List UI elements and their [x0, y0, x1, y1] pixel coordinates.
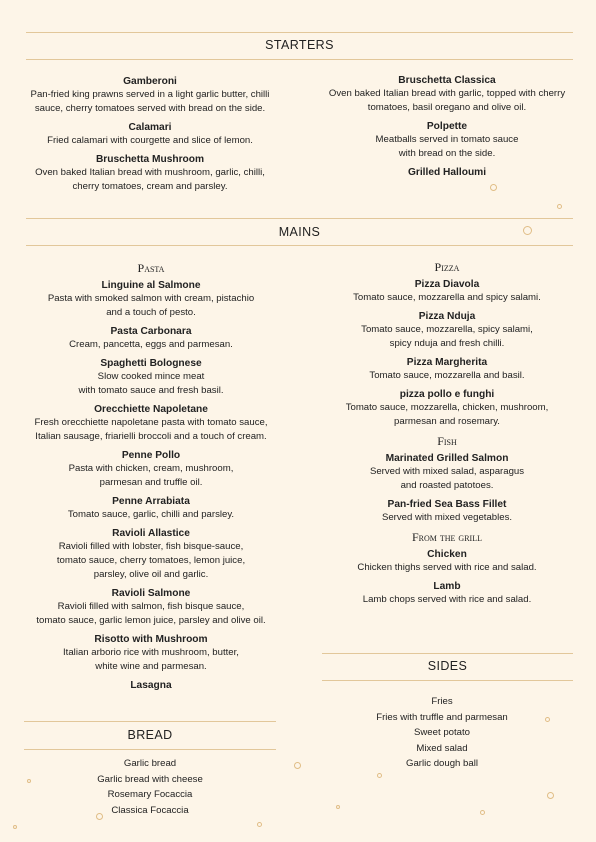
- decorative-circle: [257, 822, 262, 827]
- grill-items: [320, 548, 574, 607]
- dish-name: Pizza Diavola: [414, 279, 480, 290]
- pasta-item: [24, 495, 278, 522]
- pasta-items: [24, 279, 278, 692]
- dish-name: Bruschetta Classica: [398, 75, 496, 86]
- dish-name: Linguine al Salmone: [101, 280, 201, 291]
- grill-item: [320, 548, 574, 575]
- decorative-circle: [13, 825, 17, 829]
- pasta-item: [24, 279, 278, 320]
- dish-description: Fresh orecchiette napoletane pasta with tomato sauce, Italian sausage, friarielli broccoli and a touch of cream.: [34, 417, 268, 442]
- dish-description: Ravioli filled with lobster, fish bisque-sauce, tomato sauce, cherry tomatoes, lemon juice, parsley, olive oil and garlic.: [56, 541, 246, 580]
- decorative-circle: [547, 792, 554, 799]
- dish-name: Penne Pollo: [121, 450, 181, 461]
- mains-rule-top: [26, 218, 573, 219]
- decorative-circle: [294, 762, 301, 769]
- dish-name: Grilled Halloumi: [407, 167, 487, 178]
- dish-description: Tomato sauce, garlic, chilli and parsley.: [67, 509, 235, 520]
- mains-title: MAINS: [278, 225, 321, 239]
- dish-name: Risotto with Mushroom: [94, 634, 208, 645]
- fish-item: [320, 498, 574, 525]
- starters-right-column: [320, 74, 574, 184]
- dish-name: Polpette: [426, 121, 468, 132]
- dish-description: Meatballs served in tomato sauce with bread on the side.: [375, 134, 519, 159]
- side-list-item: Garlic dough ball: [406, 758, 478, 769]
- decorative-circle: [545, 717, 550, 722]
- starter-item: [320, 120, 574, 161]
- pasta-item: [24, 527, 278, 582]
- decorative-circle: [480, 810, 485, 815]
- dish-description: Oven baked Italian bread with mushroom, garlic, chilli, cherry tomatoes, cream and parsley.: [35, 167, 265, 192]
- dish-description: Tomato sauce, mozzarella and basil.: [369, 370, 525, 381]
- starters-title: STARTERS: [265, 38, 334, 52]
- dish-description: Chicken thighs served with rice and salad.: [357, 562, 537, 573]
- decorative-circle: [96, 813, 103, 820]
- bread-rule-bottom: [24, 749, 276, 750]
- dish-description: Cream, pancetta, eggs and parmesan.: [69, 339, 233, 350]
- pizza-fish-grill-column: [320, 260, 574, 612]
- dish-name: Ravioli Allastice: [112, 528, 190, 539]
- fish-heading: Fish: [437, 434, 457, 448]
- fish-items: [320, 452, 574, 525]
- starter-item: [320, 74, 574, 115]
- pizza-item: [320, 356, 574, 383]
- pizza-item: [320, 278, 574, 305]
- side-list-item: Fries with truffle and parmesan: [376, 711, 508, 723]
- starter-item: [24, 153, 276, 194]
- dish-description: Pasta with smoked salmon with cream, pistachio and a touch of pesto.: [47, 293, 255, 318]
- pasta-item: [24, 449, 278, 490]
- dish-name: Lamb: [433, 581, 461, 592]
- dish-description: Fried calamari with courgette and slice of lemon.: [47, 135, 253, 146]
- dish-description: Pan-fried king prawns served in a light garlic butter, chilli sauce, cherry tomatoes served with bread on the side.: [30, 89, 270, 114]
- pizza-items: [320, 278, 574, 429]
- dish-description: Ravioli filled with salmon, fish bisque sauce, tomato sauce, garlic lemon juice, parsley and olive oil.: [36, 601, 266, 626]
- dish-name: Pan-fried Sea Bass Fillet: [387, 499, 507, 510]
- starters-rule-top: [26, 32, 573, 33]
- bread-title: BREAD: [127, 728, 173, 742]
- sides-list: [322, 694, 562, 772]
- pasta-item: [24, 325, 278, 352]
- pasta-item: [24, 679, 278, 692]
- starters-left-column: [24, 75, 276, 199]
- dish-description: Served with mixed salad, asparagus and roasted patotoes.: [369, 466, 525, 491]
- pizza-item: [320, 388, 574, 429]
- dish-name: Penne Arrabiata: [112, 496, 190, 507]
- bread-list-item: Garlic bread with cheese: [97, 773, 203, 785]
- decorative-circle: [490, 184, 497, 191]
- bread-list-item: Classica Focaccia: [111, 804, 189, 816]
- side-list-item: Mixed salad: [416, 742, 468, 754]
- dish-name: Calamari: [128, 122, 172, 133]
- pasta-column: [24, 261, 278, 697]
- grill-heading: From the grill: [411, 530, 482, 544]
- pasta-item: [24, 403, 278, 444]
- dish-name: Gamberoni: [123, 76, 177, 87]
- dish-description: Pasta with chicken, cream, mushroom, parmesan and truffle oil.: [68, 463, 234, 488]
- dish-name: pizza pollo e funghi: [399, 389, 495, 400]
- dish-name: Chicken: [427, 549, 467, 560]
- starters-rule-bottom: [26, 59, 573, 60]
- dish-name: Spaghetti Bolognese: [100, 358, 202, 369]
- dish-description: Oven baked Italian bread with garlic, topped with cherry tomatoes, basil oregano and olive oil.: [328, 88, 566, 113]
- sides-title: SIDES: [427, 659, 468, 673]
- bread-rule-top: [24, 721, 276, 722]
- grill-item: [320, 580, 574, 607]
- bread-list-item: Rosemary Focaccia: [107, 789, 193, 800]
- side-list-item: Sweet potato: [413, 727, 470, 738]
- pizza-heading: Pizza: [434, 260, 460, 274]
- bread-list-item: Garlic bread: [123, 758, 177, 769]
- dish-description: Tomato sauce, mozzarella and spicy salami.: [353, 292, 541, 303]
- side-list-item: Fries: [431, 696, 453, 707]
- dish-description: Slow cooked mince meat with tomato sauce and fresh basil.: [78, 371, 224, 396]
- dish-description: Italian arborio rice with mushroom, butter, white wine and parmesan.: [63, 647, 239, 672]
- decorative-circle: [336, 805, 340, 809]
- dish-description: Tomato sauce, mozzarella, chicken, mushroom, parmesan and rosemary.: [345, 402, 549, 427]
- starter-item: [24, 121, 276, 148]
- bread-list: [24, 756, 276, 818]
- dish-name: Bruschetta Mushroom: [95, 154, 205, 165]
- dish-name: Pasta Carbonara: [110, 326, 192, 337]
- pasta-item: [24, 633, 278, 674]
- decorative-circle: [377, 773, 382, 778]
- dish-description: Served with mixed vegetables.: [381, 512, 513, 523]
- dish-name: Marinated Grilled Salmon: [385, 453, 509, 464]
- mains-rule-bottom: [26, 245, 573, 246]
- decorative-circle: [557, 204, 562, 209]
- starter-item: [320, 166, 574, 179]
- dish-name: Pizza Margherita: [406, 357, 488, 368]
- dish-description: Lamb chops served with rice and salad.: [362, 594, 532, 605]
- pasta-heading: Pasta: [137, 261, 165, 275]
- sides-rule-top: [322, 653, 573, 654]
- dish-name: Lasagna: [130, 680, 172, 691]
- fish-item: [320, 452, 574, 493]
- pasta-item: [24, 587, 278, 628]
- starter-item: [24, 75, 276, 116]
- dish-name: Orecchiette Napoletane: [94, 404, 208, 415]
- pasta-item: [24, 357, 278, 398]
- dish-name: Pizza Nduja: [418, 311, 476, 322]
- decorative-circle: [27, 779, 31, 783]
- sides-rule-bottom: [322, 680, 573, 681]
- pizza-item: [320, 310, 574, 351]
- dish-name: Ravioli Salmone: [111, 588, 191, 599]
- decorative-circle: [523, 226, 532, 235]
- dish-description: Tomato sauce, mozzarella, spicy salami, spicy nduja and fresh chilli.: [361, 324, 533, 349]
